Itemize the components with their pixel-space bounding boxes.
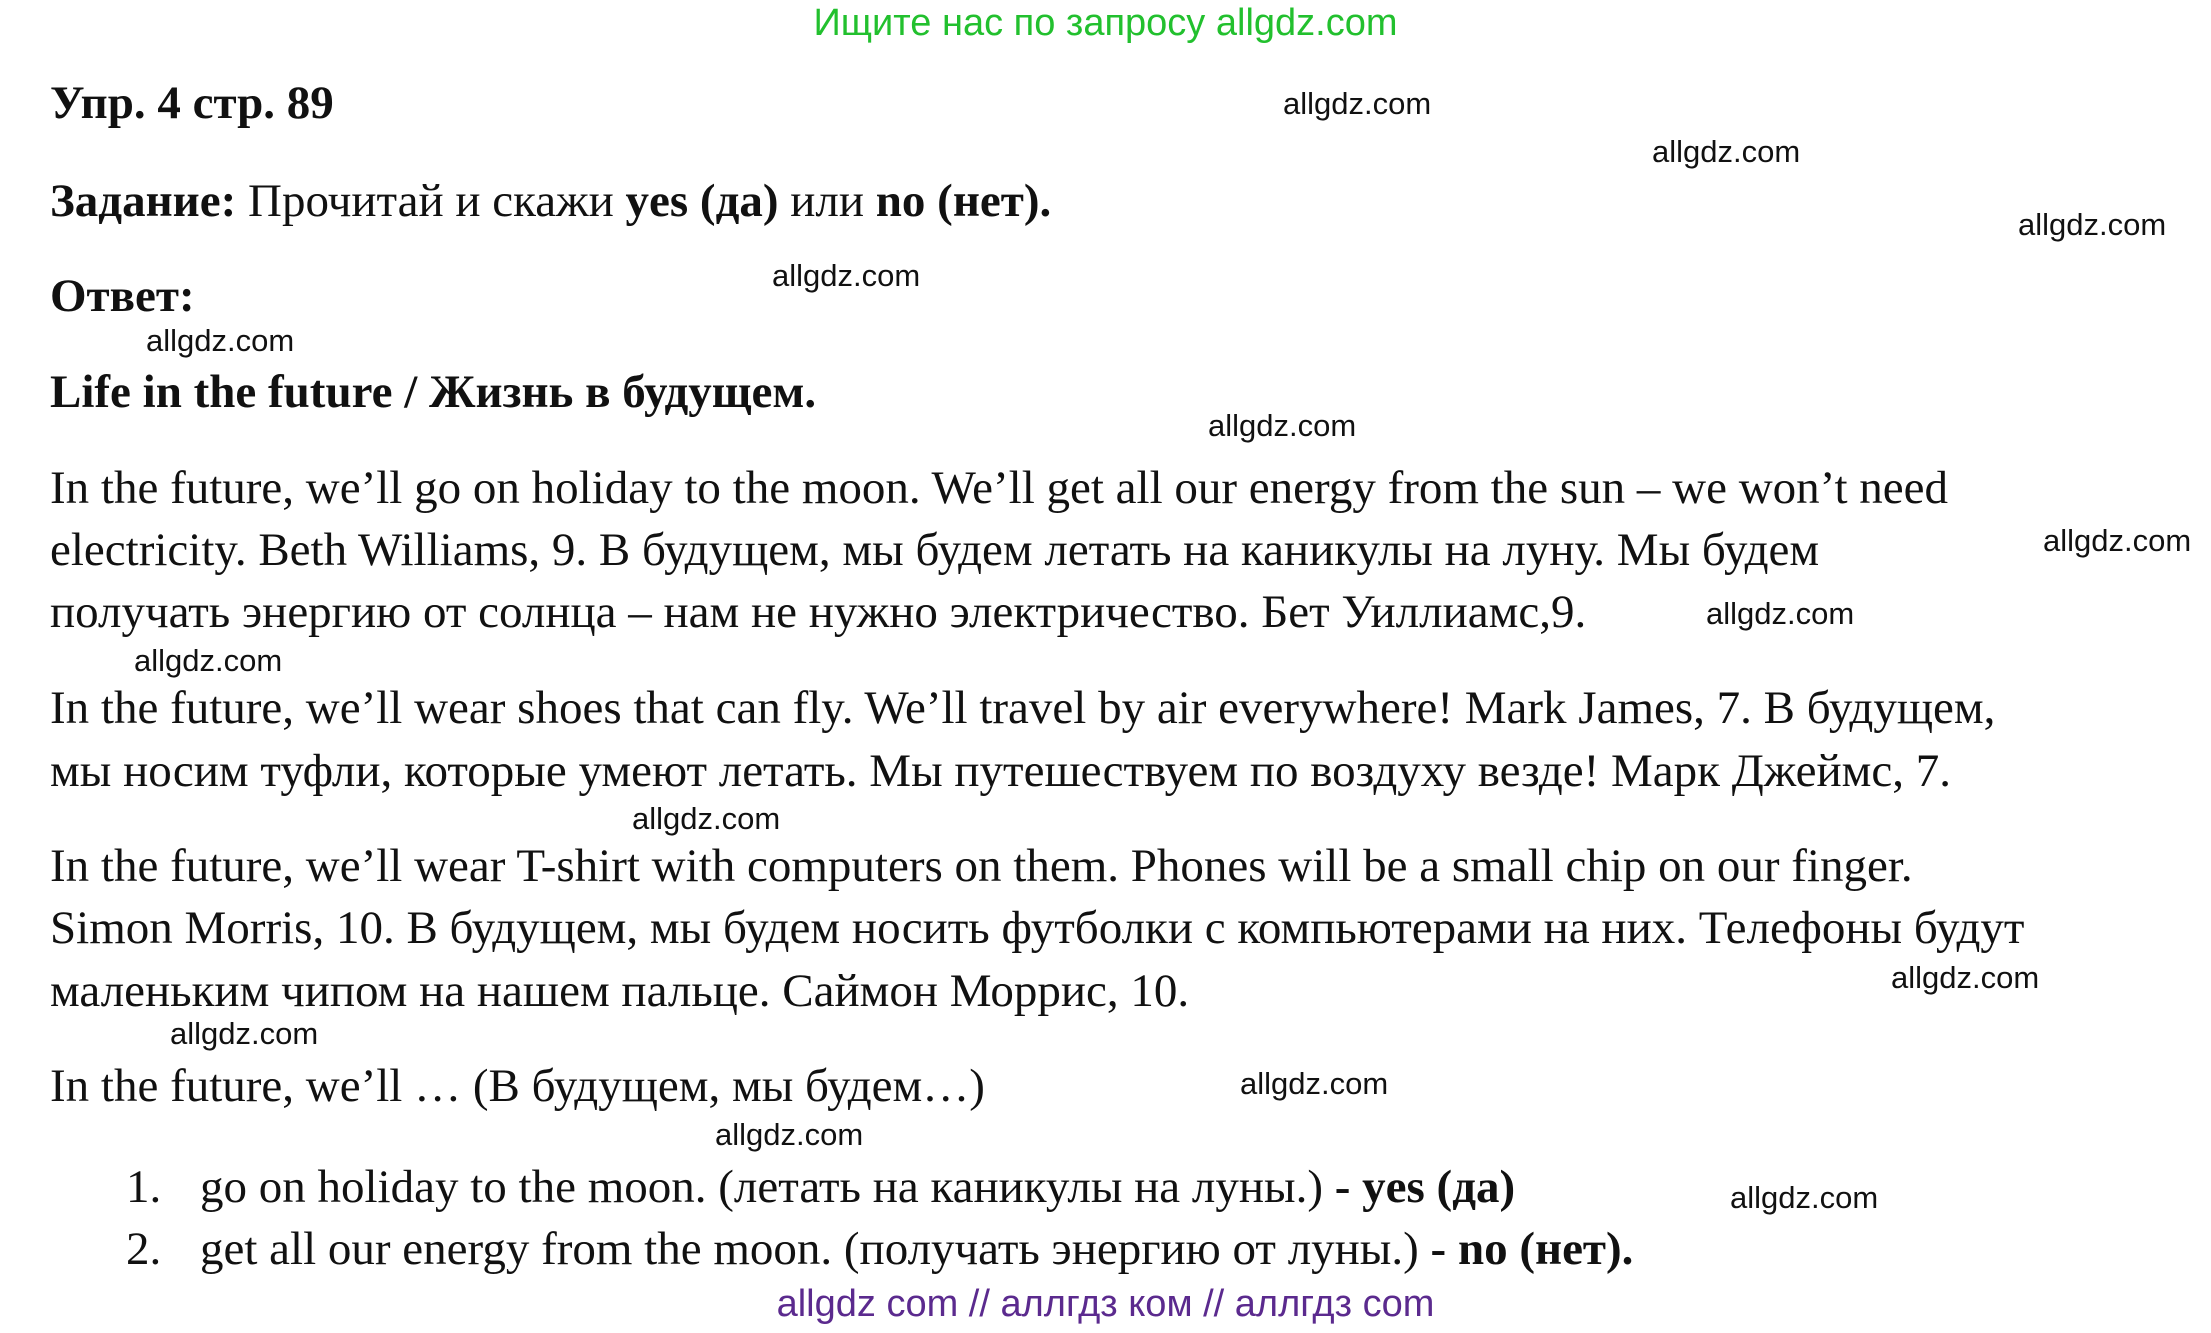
watermark: allgdz.com [1283, 86, 1432, 121]
list-item-2-answer: - no (нет). [1430, 1223, 1634, 1275]
list-item-1-number: 1. [126, 1161, 162, 1213]
prompt-line: In the future, we’ll … (В будущем, мы будем…) [50, 1060, 985, 1112]
exercise-title: Упр. 4 стр. 89 [50, 77, 334, 129]
paragraph-3-line-3: маленьким чипом на нашем пальце. Саймон Моррис, 10. [50, 965, 1190, 1017]
paragraph-1-line-1: In the future, we’ll go on holiday to the moon. We’ll get all our energy from the sun – we won’t need [50, 462, 1948, 514]
task-no: no (нет). [875, 175, 1052, 227]
watermark: allgdz.com [715, 1117, 864, 1152]
task-yes: yes (да) [625, 175, 779, 227]
answer-label: Ответ: [50, 270, 195, 322]
list-item-1 [126, 1160, 1515, 1214]
list-item-1-text: go on holiday to the moon. (летать на каникулы на луны.) [200, 1161, 1335, 1213]
paragraph-2-line-1: In the future, we’ll wear shoes that can fly. We’ll travel by air everywhere! Mark James, 7. В будущем, [50, 682, 1996, 734]
task-text-2: или [778, 175, 876, 227]
top-banner: Ищите нас по запросу allgdz.com [813, 2, 1398, 44]
watermark: allgdz.com [134, 643, 283, 678]
list-item-2-number: 2. [126, 1223, 162, 1275]
article-title: Life in the future / Жизнь в будущем. [50, 366, 817, 418]
paragraph-2-line-2: мы носим туфли, которые умеют летать. Мы путешествуем по воздуху везде! Марк Джеймс, 7. [50, 745, 1952, 797]
paragraph-1-line-2: electricity. Beth Williams, 9. В будущем, мы будем летать на каникулы на луну. Мы будем [50, 524, 1820, 576]
list-item-2-text: get all our energy from the moon. (получать энергию от луны.) [200, 1223, 1431, 1275]
watermark: allgdz.com [1706, 596, 1855, 631]
paragraph-3-line-2: Simon Morris, 10. В будущем, мы будем носить футболки с компьютерами на них. Телефоны будут [50, 902, 2025, 954]
list-item-2 [126, 1222, 1633, 1276]
watermark: allgdz.com [2018, 207, 2167, 242]
paragraph-1-line-3: получать энергию от солнца – нам не нужно электричество. Бет Уиллиамс,9. [50, 586, 1587, 638]
watermark: allgdz.com [1730, 1180, 1879, 1215]
watermark: allgdz.com [1652, 134, 1801, 169]
task-text-1: Прочитай и скажи [236, 175, 626, 227]
footer-links: allgdz com // аллгдз ком // аллгдз com [776, 1283, 1435, 1325]
watermark: allgdz.com [1208, 408, 1357, 443]
watermark: allgdz.com [772, 258, 921, 293]
paragraph-3-line-1: In the future, we’ll wear T-shirt with computers on them. Phones will be a small chip on our finger. [50, 840, 1913, 892]
watermark: allgdz.com [1240, 1066, 1389, 1101]
watermark: allgdz.com [2043, 523, 2192, 558]
list-item-1-answer: - yes (да) [1334, 1161, 1516, 1213]
task-line [50, 175, 1052, 227]
watermark: allgdz.com [170, 1016, 319, 1051]
watermark: allgdz.com [1891, 960, 2040, 995]
watermark: allgdz.com [146, 323, 295, 358]
task-label: Задание: [50, 175, 237, 227]
watermark: allgdz.com [632, 801, 781, 836]
